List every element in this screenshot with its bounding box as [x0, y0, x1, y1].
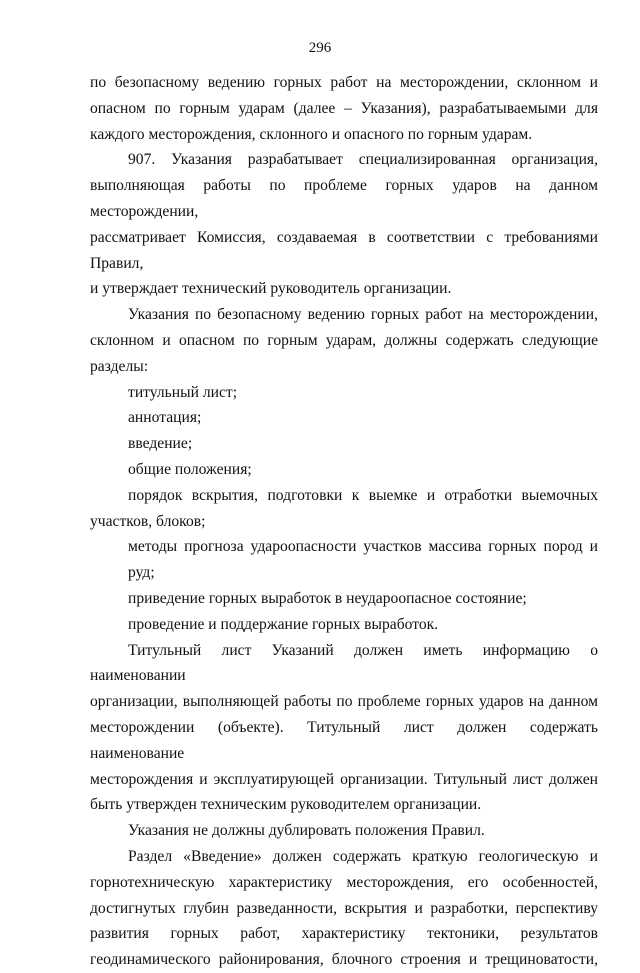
- text-line: опасном по горным ударам (далее – Указания), разрабатываемыми для: [90, 99, 598, 117]
- text-line: Раздел «Введение» должен содержать краткую геологическую и: [128, 847, 598, 865]
- text-line: месторождении (объекте). Титульный лист должен содержать наименование: [90, 718, 598, 762]
- list-item: титульный лист;: [128, 383, 238, 401]
- list-item: общие положения;: [128, 460, 252, 478]
- list-item: методы прогноза удароопасности участков массива горных пород и руд;: [128, 538, 598, 582]
- text-line: организации, выполняющей работы по проблеме горных ударов на данном: [90, 693, 598, 711]
- text-line: 907. Указания разрабатывает специализированная организация,: [128, 151, 598, 169]
- document-body: [90, 70, 598, 973]
- text-line: склонном и опасном по горным ударам, должны содержать следующие: [90, 331, 598, 349]
- list-item-continuation: участков, блоков;: [90, 512, 206, 530]
- page-number: 296: [308, 40, 332, 56]
- text-line: Титульный лист Указаний должен иметь информацию о наименовании: [90, 641, 598, 685]
- paragraph-introduction-section: [90, 844, 598, 973]
- paragraph-no-duplication: Указания не должны дублировать положения Правил.: [128, 822, 485, 840]
- list-item: порядок вскрытия, подготовки к выемке и отработки выемочных: [128, 486, 598, 504]
- sections-list: [90, 380, 598, 638]
- paragraph-title-page: [90, 638, 598, 819]
- paragraph-intro-continued: [90, 70, 598, 147]
- paragraph-907: [90, 147, 598, 302]
- list-item: аннотация;: [128, 409, 202, 427]
- text-line: и утверждает технический руководитель организации.: [90, 280, 452, 298]
- text-line: геодинамического районирования, блочного строения и трещиноватости,: [90, 951, 598, 969]
- text-line: каждого месторождения, склонного и опасного по горным ударам.: [90, 125, 533, 143]
- text-line: быть утвержден техническим руководителем организации.: [90, 796, 482, 814]
- paragraph-sections-intro: [90, 302, 598, 379]
- text-line: достигнутых глубин разведанности, вскрытия и разработки, перспективу: [90, 899, 598, 917]
- text-line: Указания по безопасному ведению горных работ на месторождении,: [128, 306, 598, 324]
- list-item: приведение горных выработок в неудароопасное состояние;: [128, 589, 527, 607]
- text-line: развития горных работ, характеристику тектоники, результатов: [90, 925, 598, 943]
- text-line: по безопасному ведению горных работ на месторождении, склонном и: [90, 74, 598, 91]
- text-line: выполняющая работы по проблеме горных ударов на данном месторождении,: [90, 177, 598, 220]
- text-line: разделы:: [90, 357, 149, 375]
- text-line: горнотехническую характеристику месторождения, его особенностей,: [90, 873, 598, 891]
- list-item: введение;: [128, 435, 193, 453]
- text-line: месторождения и эксплуатирующей организации. Титульный лист должен: [90, 770, 598, 788]
- text-line: рассматривает Комиссия, создаваемая в соответствии с требованиями Правил,: [90, 228, 598, 272]
- list-item: проведение и поддержание горных выработок.: [128, 615, 439, 633]
